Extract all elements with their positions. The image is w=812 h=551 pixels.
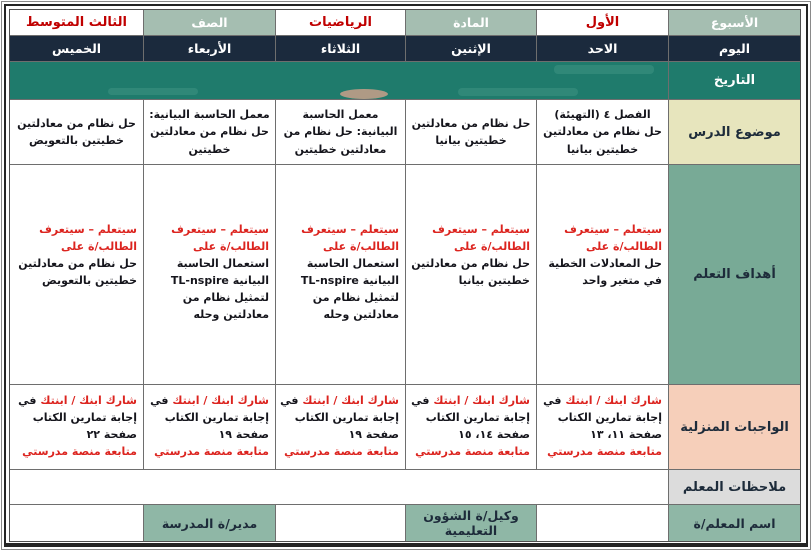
teacher-name-empty: [536, 505, 668, 541]
supervisor-empty: [275, 505, 405, 541]
redaction-smudge: [340, 89, 388, 99]
homework-tuesday: [275, 385, 405, 470]
topic-line: معمل الحاسبة البيانية: حل نظام من معادلتين خطيتين: [149, 108, 270, 156]
day-thursday: الخميس: [10, 36, 143, 62]
subject-value: الرياضيات: [275, 10, 405, 36]
homework-body: في إجابة تمارين الكتاب صفحة ١٩: [280, 394, 399, 442]
supervisor-label: وكيل/ة الشؤون التعليمية: [405, 505, 536, 541]
homework-body: في إجابة تمارين الكتاب صفحة ١١، ١٣: [543, 394, 662, 442]
principal-empty: [10, 505, 143, 541]
topic-tuesday: [275, 100, 405, 165]
homework-lead: شارك ابنك / ابنتك: [302, 394, 399, 407]
objectives-lead: سيتعلم – سيتعرف الطالب/ة على: [564, 223, 662, 254]
topic-line: الفصل ٤ (التهيئة): [554, 108, 651, 122]
subject-label: المادة: [405, 10, 536, 36]
homework-footer: متابعة منصة مدرستي: [22, 445, 137, 459]
homework-body: في إجابة تمارين الكتاب صفحة ٢٢: [18, 394, 137, 442]
topic-label: موضوع الدرس: [668, 100, 800, 165]
objectives-body: استعمال الحاسبة البيانية TL-nspire لتمثيل نظام من معادلتين وحله: [170, 257, 269, 322]
homework-sunday: [536, 385, 668, 470]
notes-empty-cell: [10, 470, 668, 505]
notes-label: ملاحظات المعلم: [668, 470, 800, 505]
homework-label: الواجبات المنزلية: [668, 385, 800, 470]
redaction-smudge: [108, 88, 198, 95]
homework-body: في إجابة تمارين الكتاب صفحة ١٤، ١٥: [411, 394, 530, 442]
topic-line: معمل الحاسبة البيانية: حل نظام من معادلتين خطيتين: [283, 108, 398, 156]
homework-lead: شارك ابنك / ابنتك: [40, 394, 137, 407]
homework-thursday: [10, 385, 143, 470]
principal-label: مدير/ة المدرسة: [143, 505, 275, 541]
homework-lead: شارك ابنك / ابنتك: [433, 394, 530, 407]
redaction-smudge: [458, 88, 578, 96]
objectives-body: حل نظام من معادلتين خطيتين بالتعويض: [18, 257, 137, 288]
homework-lead: شارك ابنك / ابنتك: [565, 394, 662, 407]
homework-lead: شارك ابنك / ابنتك: [172, 394, 269, 407]
objectives-body: حل المعادلات الخطية في متغير واحد: [548, 257, 662, 288]
topic-sunday: [536, 100, 668, 165]
homework-footer: متابعة منصة مدرستي: [547, 445, 662, 459]
objectives-lead: سيتعلم – سيتعرف الطالب/ة على: [39, 223, 137, 254]
day-wednesday: الأربعاء: [143, 36, 275, 62]
date-redacted-band: [10, 62, 668, 100]
objectives-sunday: [536, 165, 668, 385]
topic-line: حل نظام من معادلتين خطيتين بيانيا: [543, 125, 662, 156]
teacher-name-label: اسم المعلم/ة: [668, 505, 800, 541]
day-monday: الإثنين: [405, 36, 536, 62]
objectives-thursday: [10, 165, 143, 385]
topic-line: حل نظام من معادلتين خطيتين بيانيا: [411, 116, 531, 147]
objectives-body: استعمال الحاسبة البيانية TL-nspire لتمثيل نظام من معادلتين وحله: [300, 257, 399, 322]
homework-body: في إجابة تمارين الكتاب صفحة ١٩: [150, 394, 269, 442]
objectives-lead: سيتعلم – سيتعرف الطالب/ة على: [432, 223, 530, 254]
homework-wednesday: [143, 385, 275, 470]
homework-footer: متابعة منصة مدرستي: [415, 445, 530, 459]
homework-monday: [405, 385, 536, 470]
day-label: اليوم: [668, 36, 800, 62]
day-tuesday: الثلاثاء: [275, 36, 405, 62]
objectives-tuesday: [275, 165, 405, 385]
objectives-wednesday: [143, 165, 275, 385]
objectives-label: أهداف التعلم: [668, 165, 800, 385]
homework-footer: متابعة منصة مدرستي: [154, 445, 269, 459]
topic-monday: [405, 100, 536, 165]
objectives-body: حل نظام من معادلتين خطيتين بيانيا: [411, 257, 530, 288]
objectives-monday: [405, 165, 536, 385]
week-value: الأول: [536, 10, 668, 36]
topic-thursday: [10, 100, 143, 165]
week-label: الأسبوع: [668, 10, 800, 36]
homework-footer: متابعة منصة مدرستي: [284, 445, 399, 459]
grade-value: الثالث المتوسط: [10, 10, 143, 36]
topic-wednesday: [143, 100, 275, 165]
redaction-smudge: [554, 65, 654, 74]
topic-line: حل نظام من معادلتين خطيتين بالتعويض: [17, 116, 136, 147]
objectives-lead: سيتعلم – سيتعرف الطالب/ة على: [171, 223, 269, 254]
day-sunday: الاحد: [536, 36, 668, 62]
date-label: التاريخ: [668, 62, 800, 100]
weekly-lesson-plan-table: [9, 9, 801, 542]
grade-label: الصف: [143, 10, 275, 36]
objectives-lead: سيتعلم – سيتعرف الطالب/ة على: [301, 223, 399, 254]
